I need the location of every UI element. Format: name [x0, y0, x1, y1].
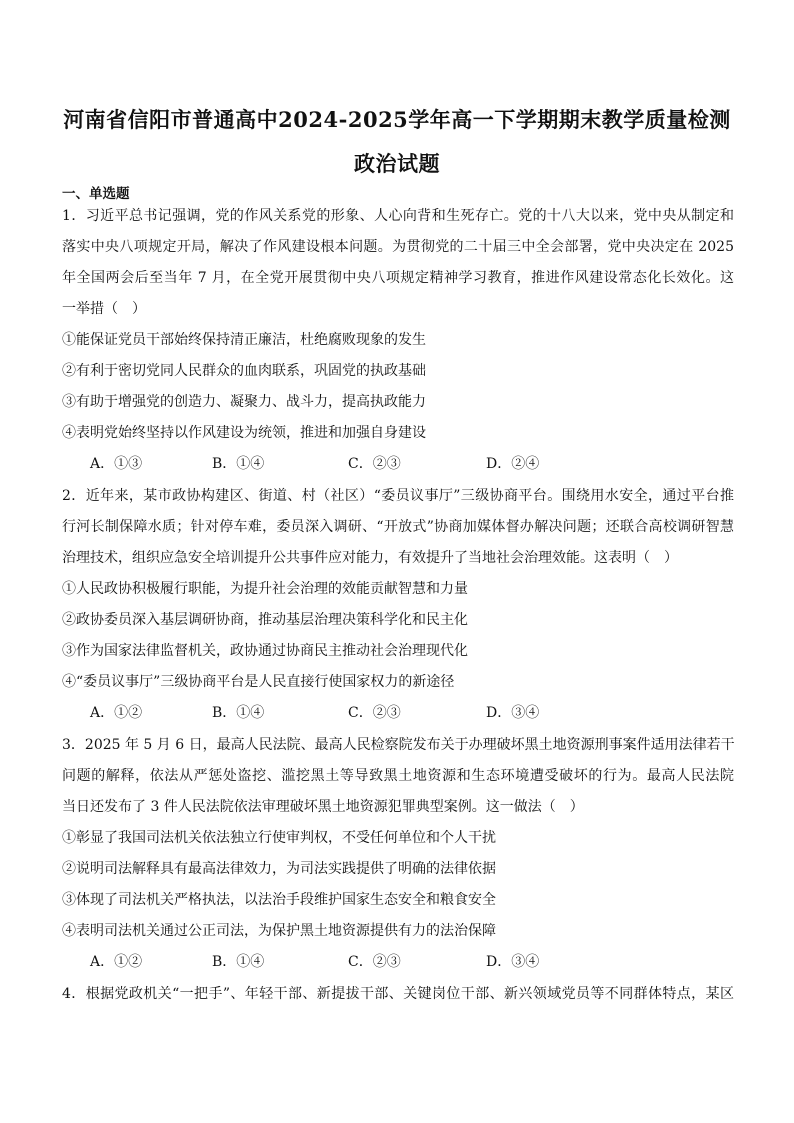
question-stem-line: 落实中央八项规定开局，解决了作风建设根本问题。为贯彻党的二十届三中全会部署，党中央决定在 2025: [62, 239, 734, 255]
question-stem-line: 治理技术，组织应急安全培训提升公共事件应对能力，有效提升了当地社会治理效能。这表明（ ）: [62, 550, 678, 566]
option-a: A．①③: [90, 456, 143, 472]
option-b: B．①④: [212, 456, 265, 472]
question-stem-line: 当日还发布了 3 件人民法院依法审理破坏黑土地资源犯罪典型案例。这一做法（ ）: [62, 799, 584, 815]
option-c: C．②③: [348, 456, 401, 472]
question-stem-line: 问题的解释，依法从严惩处盗挖、滥挖黑土等导致黑土地资源和生态环境遭受破坏的行为。最高人民法院: [62, 768, 734, 784]
page-subtitle: 政治试题: [354, 151, 440, 176]
statement: ③有助于增强党的创造力、凝聚力、战斗力，提高执政能力: [62, 394, 426, 410]
question-stem-line: 4．根据党政机关“一把手”、年轻干部、新提拔干部、关键岗位干部、新兴领域党员等不同群体特点，某区: [62, 986, 734, 1002]
option-b: B．①④: [212, 705, 265, 721]
question-stem-line: 年全国两会后至当年 7 月，在全党开展贯彻中央八项规定精神学习教育，推进作风建设常态化长效化。这: [62, 270, 734, 286]
question-stem-line: 2．近年来，某市政协构建区、街道、村（社区）“委员议事厅”三级协商平台。围绕用水安全，通过平台推: [62, 488, 734, 504]
option-c: C．②③: [348, 954, 401, 970]
statement: ④表明司法机关通过公正司法，为保护黑土地资源提供有力的法治保障: [62, 923, 496, 939]
option-d: D．③④: [486, 705, 540, 721]
question-stem-line: 一举措（ ）: [62, 301, 146, 317]
statement: ②有利于密切党同人民群众的血肉联系，巩固党的执政基础: [62, 363, 426, 379]
statement: ④“委员议事厅”三级协商平台是人民直接行使国家权力的新途径: [62, 674, 455, 690]
option-c: C．②③: [348, 705, 401, 721]
statement: ①人民政协积极履行职能，为提升社会治理的效能贡献智慧和力量: [62, 581, 468, 597]
statement: ①能保证党员干部始终保持清正廉洁，杜绝腐败现象的发生: [62, 332, 426, 348]
statement: ③作为国家法律监督机关，政协通过协商民主推动社会治理现代化: [62, 643, 468, 659]
option-a: A．①②: [90, 954, 143, 970]
question-stem-line: 3．2025 年 5 月 6 日，最高人民法院、最高人民检察院发布关于办理破坏黑土地资源刑事案件适用法律若干: [62, 737, 735, 753]
option-a: A．①②: [90, 705, 143, 721]
statement: ④表明党始终坚持以作风建设为统领，推进和加强自身建设: [62, 425, 426, 441]
statement: ②说明司法解释具有最高法律效力，为司法实践提供了明确的法律依据: [62, 861, 496, 877]
question-stem-line: 1．习近平总书记强调，党的作风关系党的形象、人心向背和生死存亡。党的十八大以来，党中央从制定和: [62, 208, 734, 224]
section-heading: 一、单选题: [62, 186, 130, 202]
statement: ①彰显了我国司法机关依法独立行使审判权，不受任何单位和个人干扰: [62, 830, 496, 846]
statement: ②政协委员深入基层调研协商，推动基层治理决策科学化和民主化: [62, 612, 468, 628]
option-d: D．③④: [486, 954, 540, 970]
question-stem-line: 行河长制保障水质；针对停车难，委员深入调研、“开放式”协商加媒体督办解决问题；还联合高校调研智慧: [62, 519, 734, 535]
option-d: D．②④: [486, 456, 540, 472]
statement: ③体现了司法机关严格执法，以法治手段维护国家生态安全和粮食安全: [62, 892, 496, 908]
option-b: B．①④: [212, 954, 265, 970]
page-title: 河南省信阳市普通高中2024-2025学年高一下学期期末教学质量检测: [63, 107, 731, 132]
